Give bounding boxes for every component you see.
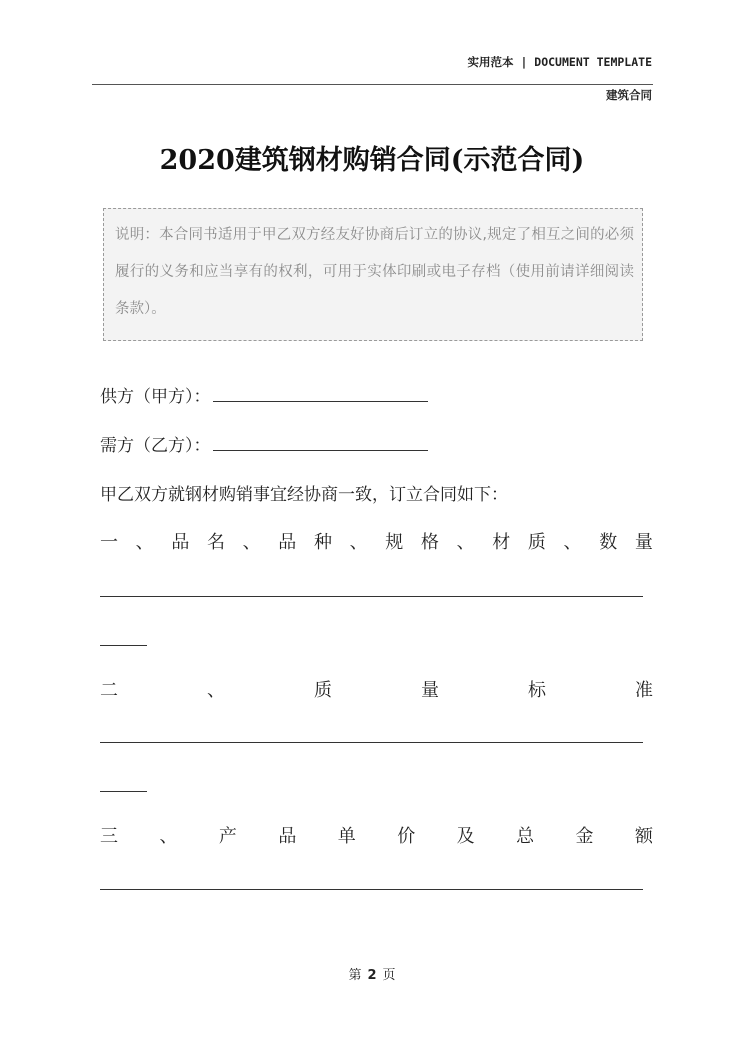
heading-char: 质 xyxy=(527,532,546,553)
heading-char: 金 xyxy=(575,826,594,847)
buyer-field xyxy=(100,431,428,456)
heading-char: 总 xyxy=(516,826,535,847)
fill-line xyxy=(100,742,643,743)
heading-char: 一 xyxy=(100,532,118,553)
heading-char: 单 xyxy=(337,826,356,847)
page-footer xyxy=(0,964,744,983)
header-brand: 实用范本 | DOCUMENT TEMPLATE xyxy=(467,55,652,69)
heading-char: 量 xyxy=(634,532,653,553)
heading-char: 种 xyxy=(313,532,332,553)
page-prefix: 第 xyxy=(348,968,362,983)
buyer-blank xyxy=(213,434,428,451)
document-title: 2020建筑钢材购销合同(示范合同) xyxy=(159,145,585,176)
fill-line-short xyxy=(100,791,147,792)
heading-char: 、 xyxy=(456,532,475,553)
intro-paragraph: 甲乙双方就钢材购销事宜经协商一致，订立合同如下： xyxy=(100,485,508,505)
heading-char: 、 xyxy=(207,680,225,701)
section-heading-2 xyxy=(100,676,653,702)
page-number: 2 xyxy=(367,968,377,983)
supplier-blank xyxy=(213,385,428,402)
header-category: 建筑合同 xyxy=(606,88,652,102)
heading-char: 价 xyxy=(397,826,416,847)
heading-char: 、 xyxy=(135,532,154,553)
section-heading-1 xyxy=(100,528,653,554)
heading-char: 产 xyxy=(218,826,237,847)
heading-char: 品 xyxy=(278,532,297,553)
heading-char: 量 xyxy=(421,680,439,701)
heading-char: 三 xyxy=(100,826,118,847)
supplier-field xyxy=(100,382,428,407)
header-divider xyxy=(92,84,653,85)
heading-char: 、 xyxy=(242,532,261,553)
fill-line xyxy=(100,596,643,597)
heading-char: 规 xyxy=(385,532,404,553)
heading-char: 标 xyxy=(528,680,546,701)
heading-char: 准 xyxy=(635,680,653,701)
page-suffix: 页 xyxy=(382,968,396,983)
heading-char: 、 xyxy=(563,532,582,553)
heading-char: 数 xyxy=(599,532,618,553)
heading-char: 质 xyxy=(314,680,332,701)
fill-line xyxy=(100,889,643,890)
heading-char: 额 xyxy=(634,826,653,847)
section-heading-3 xyxy=(100,822,653,848)
heading-char: 名 xyxy=(206,532,225,553)
heading-char: 、 xyxy=(349,532,368,553)
heading-char: 、 xyxy=(159,826,178,847)
fill-line-short xyxy=(100,645,147,646)
heading-char: 及 xyxy=(456,826,475,847)
heading-char: 品 xyxy=(171,532,190,553)
heading-char: 品 xyxy=(278,826,297,847)
supplier-label: 供方（甲方）： xyxy=(100,387,211,407)
note-box: 说明：本合同书适用于甲乙双方经友好协商后订立的协议,规定了相互之间的必须履行的义务和应当享有的权利，可用于实体印刷或电子存档（使用前请详细阅读条款）。 xyxy=(103,208,643,341)
heading-char: 材 xyxy=(492,532,511,553)
heading-char: 二 xyxy=(100,680,118,701)
buyer-label: 需方（乙方）： xyxy=(100,436,211,456)
heading-char: 格 xyxy=(420,532,439,553)
